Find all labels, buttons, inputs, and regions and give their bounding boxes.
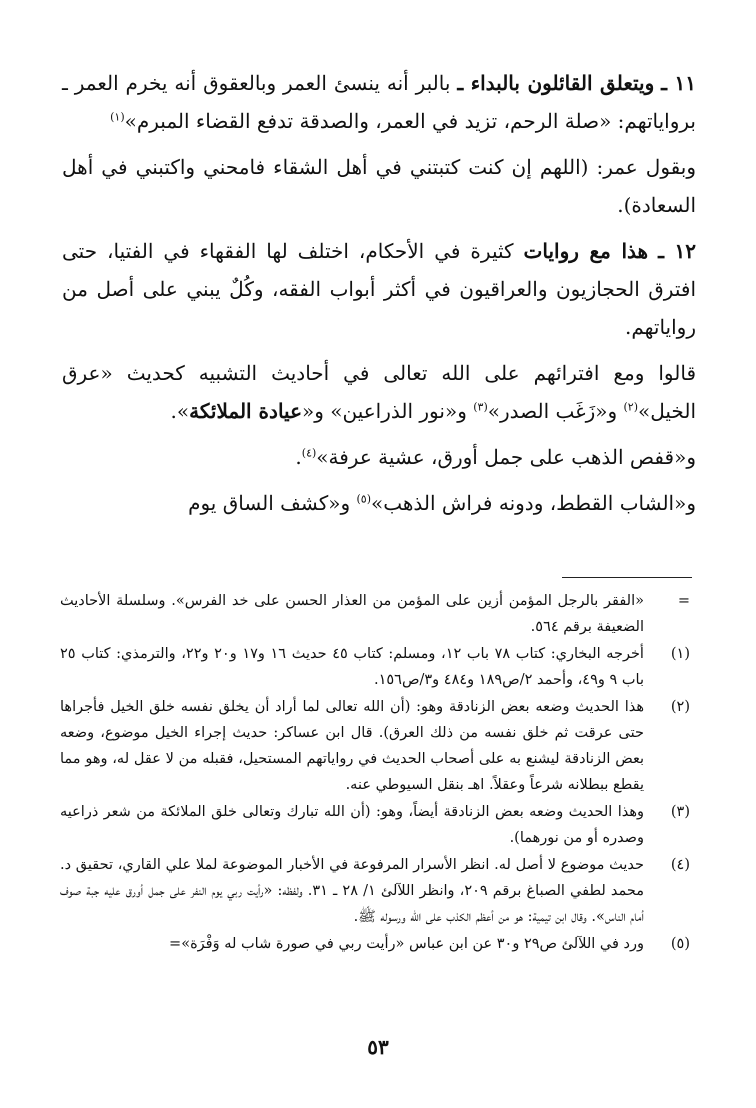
paragraph-text: و«نور الذراعين» و« <box>302 399 467 423</box>
footnote-2 <box>60 694 696 798</box>
footnote-continuation <box>60 588 696 640</box>
page-number: ٥٣ <box>367 1035 389 1059</box>
footnote-ref-4[interactable]: (٤) <box>301 446 317 460</box>
footnote-mark: = <box>677 593 690 609</box>
paragraph-umar: وبقول عمر: (اللهم إن كنت كتبتني في أهل الشقاء فامحني واكتبني في أهل السعادة). <box>62 155 696 217</box>
paragraph-text: و«الشاب القطط، ودونه فراش الذهب» <box>371 491 696 515</box>
paragraph-number: ١٢ ـ <box>658 239 697 263</box>
paragraph-12 <box>62 232 696 346</box>
footnote-text: أخرجه البخاري: كتاب ٧٨ باب ١٢، ومسلم: كتاب ٤٥ حديث ١٦ و١٧ و٢٠ و٢٢، والترمذي: كتاب ٢٥ باب ٩ و٤٩، وأحمد ٢/ص١٨٩ و٤٨٤ و٣/ص١٥٦. <box>60 646 644 688</box>
paragraph-11 <box>62 64 696 140</box>
footnote-text: هذا الحديث وضعه بعض الزنادقة وهو: (أن الله تعالى لما أراد أن يخلق نفسه خلق الخيل فأجراها حتى عرقت ثم خلق نفسه من ذلك العرق). قال ابن عساكر: حديث إجراء الخيل موضوع، وضعه بعض الزنادقة ليشنع به على أصحاب الحديث في رواياتهم المستحيل، فقبله من لا عقل له، وهو مما يقطع ببطلانه شرعاً وعقلاً. اهـ بنقل السيوطي عنه. <box>60 699 644 793</box>
footnote-3 <box>60 799 696 851</box>
paragraph-text: كثيرة في الأحكام، اختلف لها الفقهاء في الفتيا، حتى افترق الحجازيون والعراقيون في أكثر أبواب الفقه، وكُلٌ يبني على أصل من رواياتهم. <box>62 239 696 339</box>
footnote-ref-3[interactable]: (٣) <box>473 400 488 414</box>
footnote-text: وهذا الحديث وضعه بعض الزنادقة أيضاً، وهو: (أن الله تبارك وتعالى خلق الملائكة من شعر ذراعيه وصدره أو من نورهما). <box>60 804 644 846</box>
paragraph-text: . <box>295 445 302 469</box>
paragraph-text: ». <box>170 399 190 423</box>
paragraph-text: قالوا ومع افترائهم على الله تعالى في أحاديث التشبيه كحديث «عرق الخيل» <box>62 361 696 423</box>
footnote-ref-5[interactable]: (٥) <box>356 492 371 506</box>
footnote-mark: (٢) <box>670 699 690 715</box>
footnote-text: حديث موضوع لا أصل له. انظر الأسرار المرفوعة في الأخبار الموضوعة لملا علي القاري، تحقيق د. محمد لطفي الصباغ برقم ٢٠٩، وانظر اللآلئ ١/ ٢٨ ـ ٣١. ولفظه: «رأيت ربي يوم النفر على جمل أورق عليه جبة صوف أمام الناس». وقال ابن تيمية: هو من أعظم الكذب على الله ورسوله ﷺ. <box>60 857 645 925</box>
paragraph-qafas <box>62 438 696 476</box>
footnote-ref-1[interactable]: (١) <box>110 110 125 124</box>
footnotes <box>60 588 696 958</box>
paragraph-tashbih <box>62 354 696 430</box>
bold-phrase: ويتعلق القائلون بالبداء ـ <box>457 71 655 95</box>
footnote-divider <box>562 577 692 578</box>
footnote-text: «الفقر بالرجل المؤمن أزين على المؤمن من العذار الحسن على خد الفرس». وسلسلة الأحاديث الضعيفة برقم ٥٦٤. <box>60 593 644 635</box>
paragraph-text: و«قفص الذهب على جمل أورق، عشية عرفة» <box>316 445 696 469</box>
footnote-mark: (٥) <box>670 936 690 952</box>
paragraph-text: و«زَغَب الصدر» <box>487 399 618 423</box>
footnote-text: ورد في اللآلئ ص٢٩ و٣٠ عن ابن عباس «رأيت ربي في صورة شاب له وَفْرَة»= <box>169 936 644 952</box>
paragraph-number: ١١ ـ <box>661 71 697 95</box>
footnote-mark: (٤) <box>670 857 690 873</box>
bold-phrase: عيادة الملائكة <box>189 399 302 423</box>
paragraph-text: و«كشف الساق يوم <box>188 491 351 515</box>
main-text <box>62 64 696 530</box>
footnote-5 <box>60 931 696 957</box>
paragraph-text: بالبر أنه ينسئ العمر وبالعقوق أنه يخرم العمر ـ برواياتهم: «صلة الرحم، تزيد في العمر، والصدقة تدفع القضاء المبرم» <box>62 71 696 133</box>
paragraph-shab <box>62 484 696 522</box>
footnote-mark: (١) <box>670 646 690 662</box>
bold-phrase: هذا مع روايات <box>523 239 649 263</box>
footnote-1 <box>60 641 696 693</box>
footnote-ref-2[interactable]: (٢) <box>623 400 639 414</box>
footnote-mark: (٣) <box>670 804 690 820</box>
footnote-4 <box>60 852 696 930</box>
